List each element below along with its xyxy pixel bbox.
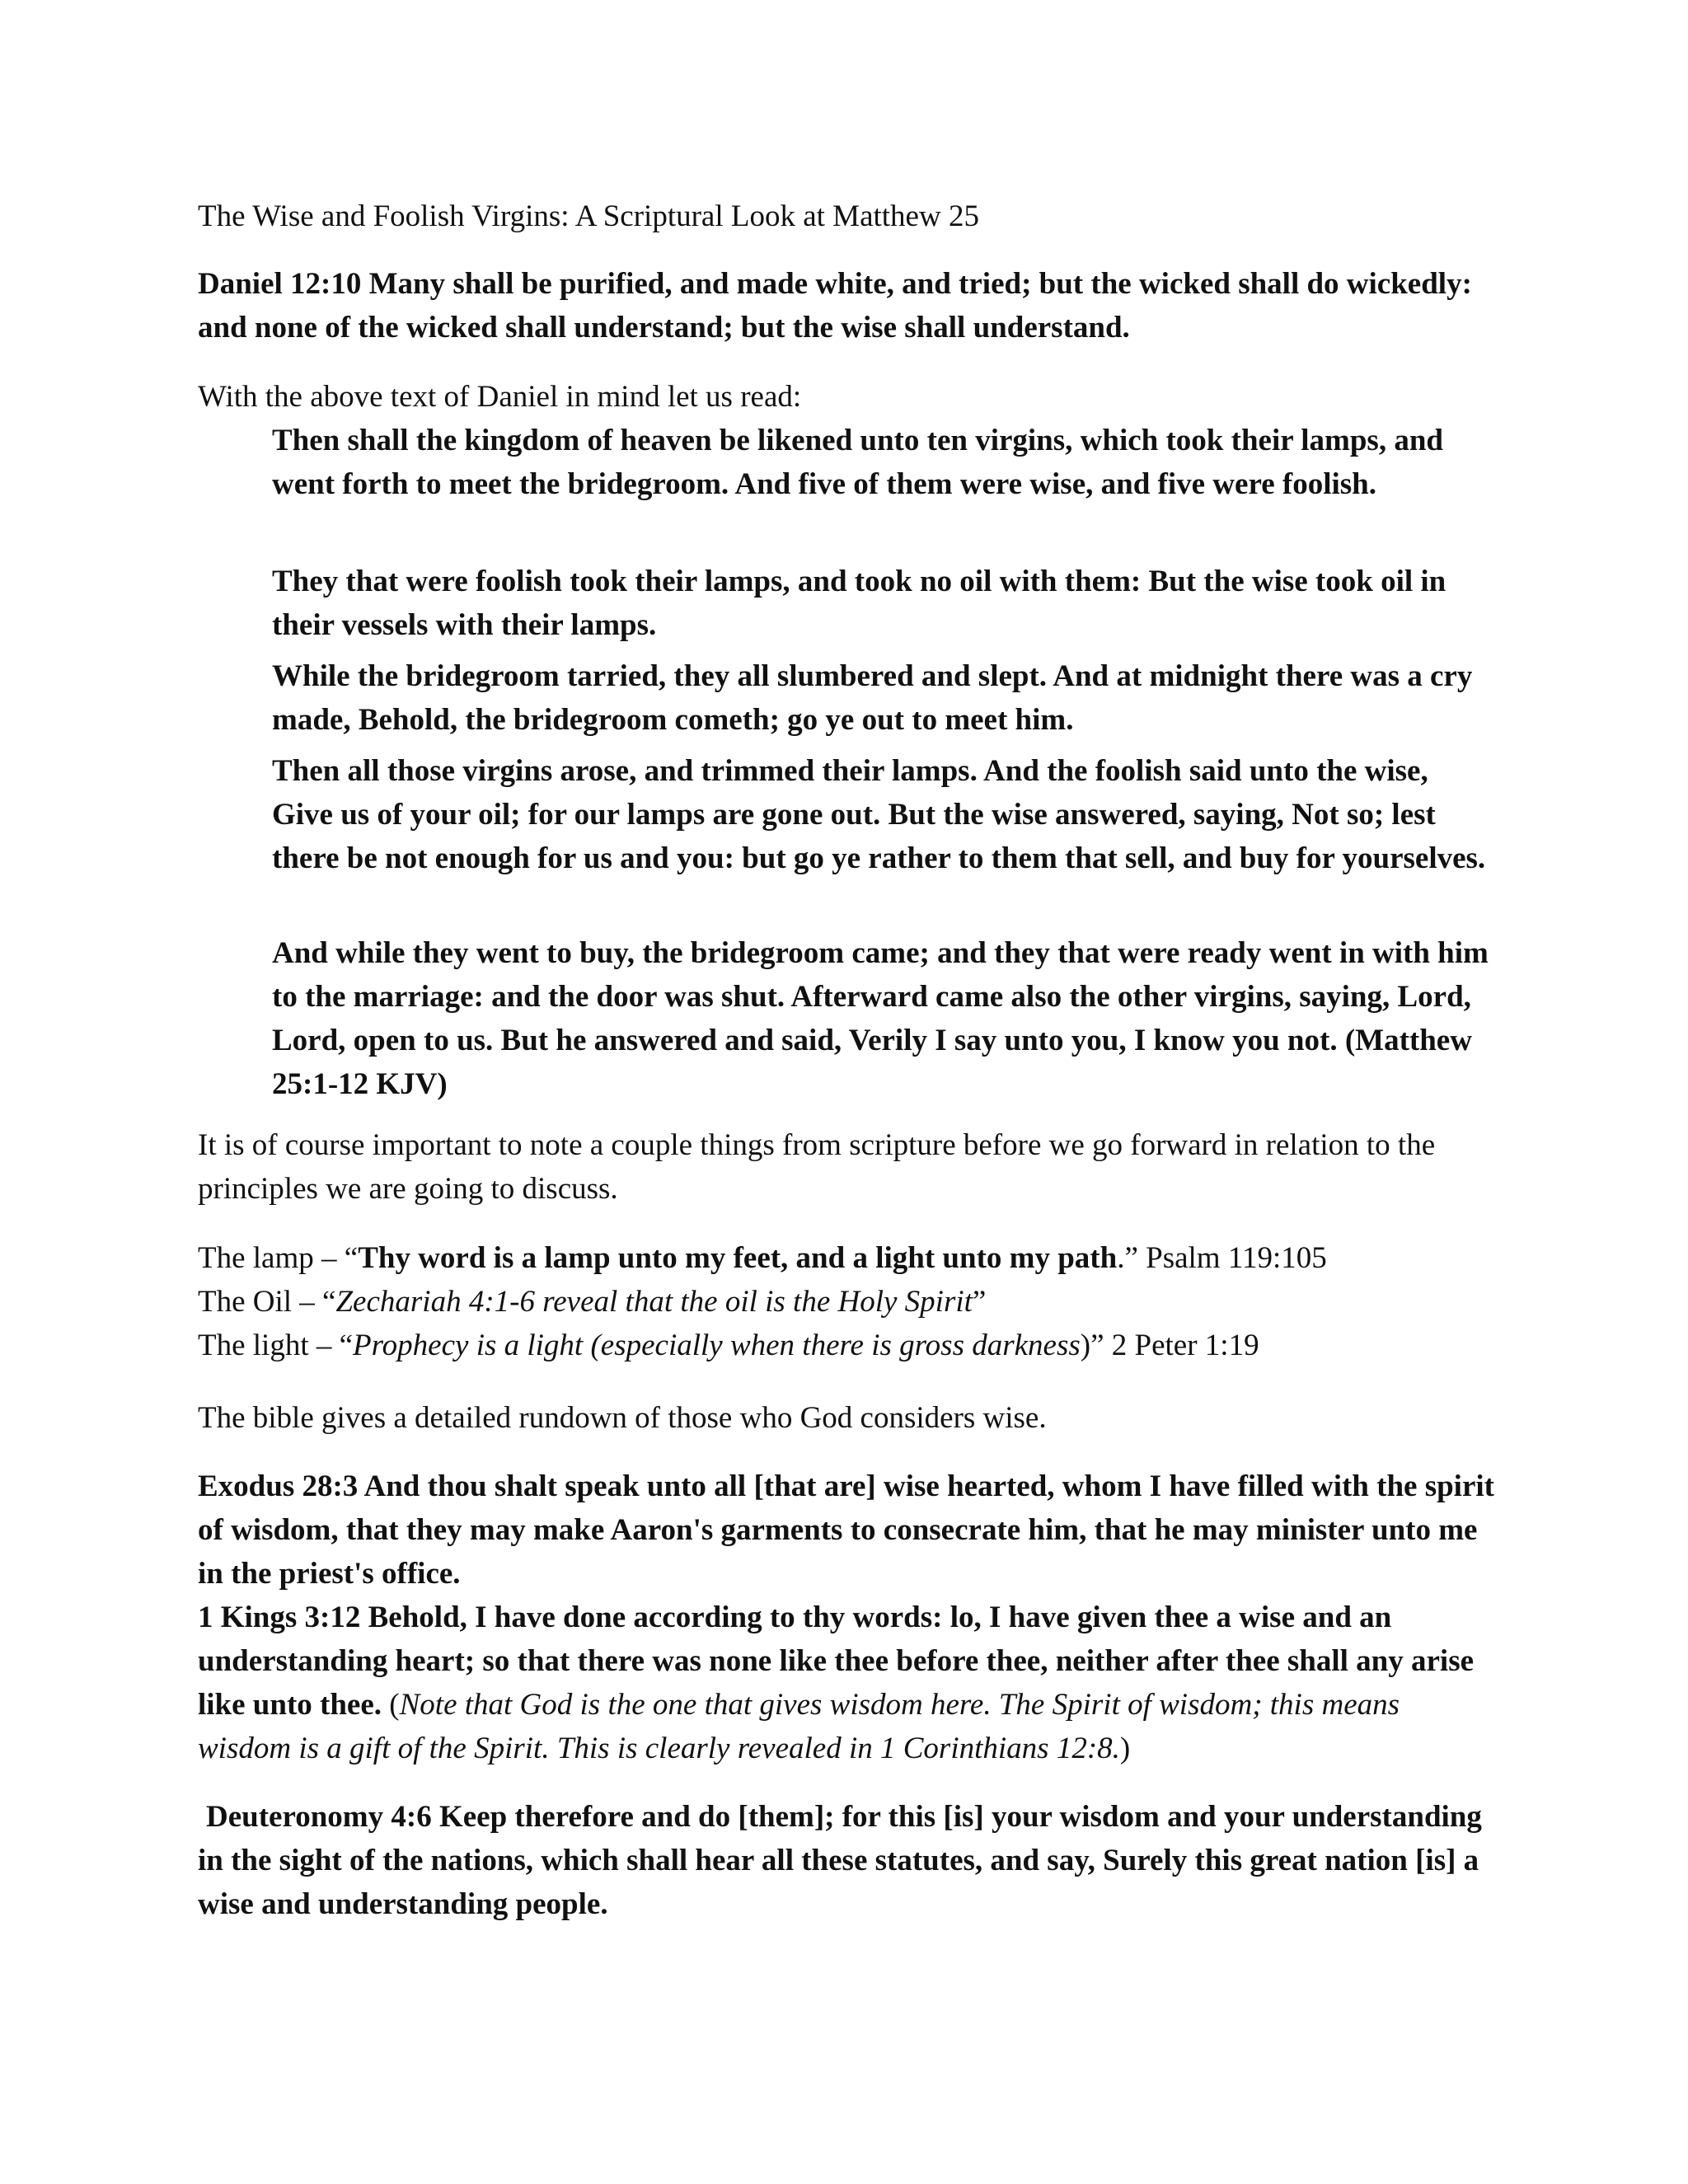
definition-lamp-quote: Thy word is a lamp unto my feet, and a light unto my path xyxy=(358,1241,1118,1275)
kings-verse: 1 Kings 3:12 Behold, I have done according to thy words: lo, I have given thee a wise and an understanding heart; so that there was none like thee before thee, neither after thee shall any arise like unto thee. xyxy=(198,1601,1475,1722)
note-paragraph: It is of course important to note a couple things from scripture before we go forward in relation to the principles we are going to discuss. xyxy=(198,1128,1436,1206)
daniel-verse: Daniel 12:10 Many shall be purified, and made white, and tried; but the wicked shall do wickedly: and none of the wicked shall understand; but the wise shall understand. xyxy=(198,267,1472,344)
parable-paragraph-4: Then all those virgins arose, and trimmed their lamps. And the foolish said unto the wise, Give us of your oil; for our lamps are gone out. But the wise answered, saying, Not so; lest there be not enough for us and you: but go ye rather to them that sell, and buy for yourselves. xyxy=(272,754,1486,875)
definition-lamp: The lamp – “Thy word is a lamp unto my feet, and a light unto my path.” Psalm 119:105 xyxy=(198,1241,1327,1275)
definition-light-quote: Prophecy is a light (especially when there is gross darkness xyxy=(353,1329,1081,1362)
definition-oil: The Oil – “Zechariah 4:1-6 reveal that the oil is the Holy Spirit” xyxy=(198,1285,987,1319)
exodus-verse: Exodus 28:3 And thou shalt speak unto all [that are] wise hearted, whom I have filled with the spirit of wisdom, that they may make Aaron's garments to consecrate him, that he may minister unto me in the priest's office. xyxy=(198,1469,1494,1591)
kings-note: Note that God is the one that gives wisdom here. The Spirit of wisdom; this means wisdom is a gift of the Spirit. This is clearly revealed in 1 Corinthians 12:8. xyxy=(198,1688,1400,1765)
parable-paragraph-5: And while they went to buy, the bridegroom came; and they that were ready went in with him to the marriage: and the door was shut. Afterward came also the other virgins, saying, Lord, Lord, open to us. But he answered and said, Verily I say unto you, I know you not. (Matthew 25:1-12 KJV) xyxy=(272,936,1489,1101)
parable-paragraph-1: Then shall the kingdom of heaven be likened unto ten virgins, which took their lamps, and went forth to meet the bridegroom. And five of them were wise, and five were foolish. xyxy=(272,424,1443,501)
kings-paragraph: 1 Kings 3:12 Behold, I have done according to thy words: lo, I have given thee a wise and an understanding heart; so that there was none like thee before thee, neither after thee shall any arise like unto thee. (Note that God is the one that gives wisdom here. The Spirit of wisdom; this means wisdom is a gift of the Spirit. This is clearly revealed in 1 Corinthians 12:8.) xyxy=(198,1601,1475,1765)
document-title: The Wise and Foolish Virgins: A Scriptural Look at Matthew 25 xyxy=(198,199,979,233)
intro-text: With the above text of Daniel in mind let us read: xyxy=(198,380,802,414)
definition-light: The light – “Prophecy is a light (especially when there is gross darkness)” 2 Peter 1:19 xyxy=(198,1329,1259,1362)
rundown-paragraph: The bible gives a detailed rundown of those who God considers wise. xyxy=(198,1401,1047,1435)
parable-paragraph-2: They that were foolish took their lamps, and took no oil with them: But the wise took oil in their vessels with their lamps. xyxy=(272,565,1447,642)
parable-paragraph-3: While the bridegroom tarried, they all slumbered and slept. And at midnight there was a cry made, Behold, the bridegroom cometh; go ye out to meet him. xyxy=(272,659,1473,737)
deuteronomy-verse: Deuteronomy 4:6 Keep therefore and do [them]; for this [is] your wisdom and your understanding in the sight of the nations, which shall hear all these statutes, and say, Surely this great nation [is] a wise and understanding people. xyxy=(198,1800,1482,1921)
definition-oil-quote: Zechariah 4:1-6 reveal that the oil is the Holy Spirit xyxy=(335,1285,973,1319)
definitions-list xyxy=(198,1236,1500,1367)
